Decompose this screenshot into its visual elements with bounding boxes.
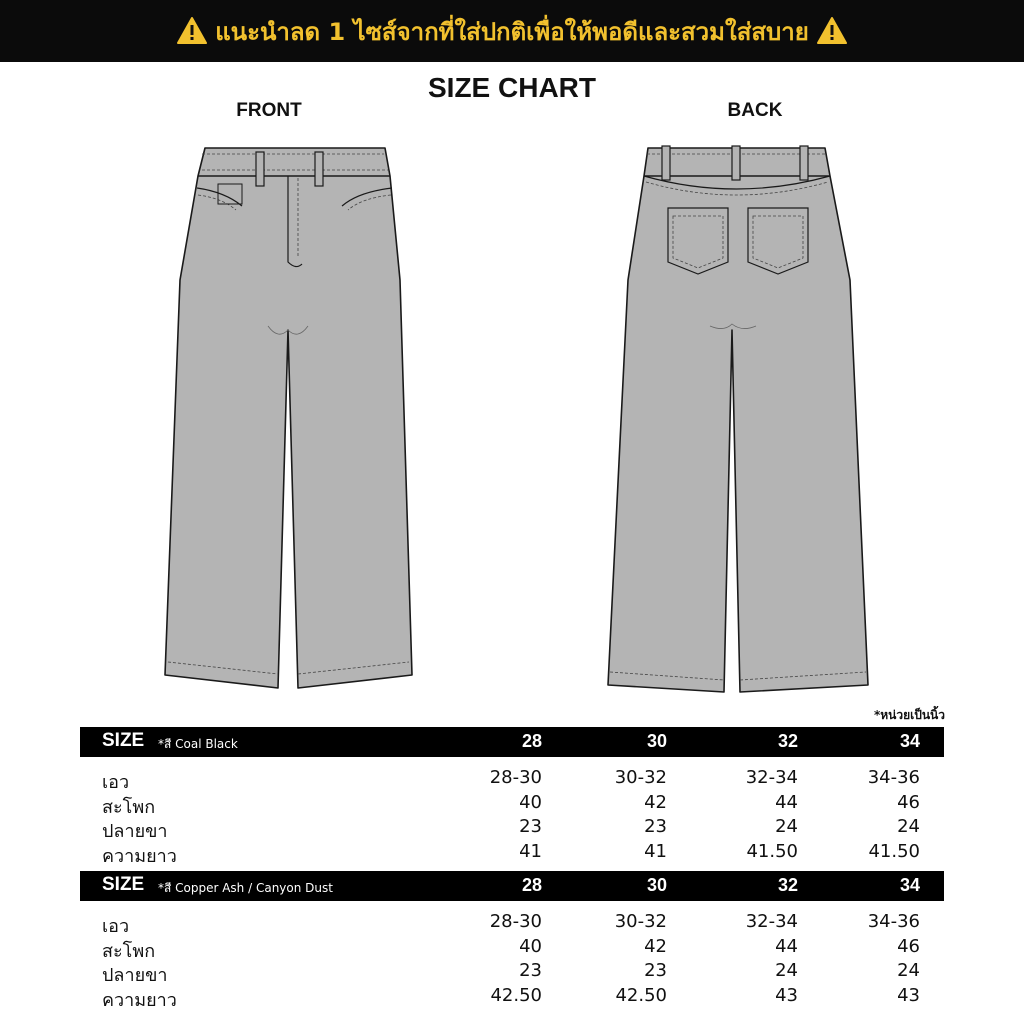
table-cell: 24 (775, 816, 798, 837)
table-cell: 40 (519, 791, 542, 813)
size-col-header: 28 (521, 875, 542, 895)
size-label: SIZE (102, 730, 145, 751)
table-cell: 23 (644, 816, 667, 837)
table-cell: 46 (897, 791, 920, 813)
size-col-header: 34 (899, 875, 920, 895)
table-row (80, 936, 944, 961)
table-cell: 43 (897, 984, 920, 1006)
table-cell: 30-32 (614, 911, 667, 932)
row-label: ปลายขา (102, 821, 168, 842)
size-label: SIZE (102, 874, 145, 895)
table-cell: 30-32 (614, 767, 667, 788)
table-cell: 23 (519, 960, 542, 981)
back-pants-illustration (600, 140, 880, 700)
table-cell: 32-34 (745, 911, 798, 932)
table-cell: 41 (519, 840, 542, 862)
table-header (80, 871, 944, 901)
row-label: เอว (102, 772, 130, 793)
back-label: BACK (727, 100, 783, 121)
table-row (80, 960, 944, 985)
table-cell: 24 (897, 816, 920, 837)
table-row (80, 767, 944, 792)
table-cell: 42.50 (615, 984, 667, 1006)
warning-icon (817, 16, 847, 46)
unit-note: *หน่วยเป็นนิ้ว (873, 708, 945, 722)
table-header (80, 727, 944, 757)
table-cell: 42 (644, 791, 667, 813)
warning-banner (0, 0, 1024, 62)
size-col-header: 30 (646, 875, 667, 895)
row-label: สะโพก (102, 940, 156, 962)
table-cell: 43 (775, 984, 798, 1006)
table-cell: 28-30 (489, 911, 542, 932)
size-table-copper-ash (80, 871, 944, 1009)
size-col-header: 28 (521, 731, 542, 751)
table-cell: 41 (644, 840, 667, 862)
table-cell: 41.50 (746, 840, 798, 862)
page-title: SIZE CHART (428, 72, 596, 103)
size-col-header: 34 (899, 731, 920, 751)
banner-text: แนะนำลด 1 ไซส์จากที่ใส่ปกติเพื่อให้พอดีและสวมใส่สบาย (215, 17, 809, 46)
table-cell: 32-34 (745, 767, 798, 788)
row-label: เอว (102, 916, 130, 937)
table-cell: 24 (897, 960, 920, 981)
table-row (80, 911, 944, 936)
table-row (80, 792, 944, 817)
table-cell: 24 (775, 960, 798, 981)
front-label: FRONT (236, 100, 302, 121)
table-cell: 23 (519, 816, 542, 837)
table-cell: 34-36 (867, 911, 920, 932)
row-label: ความยาว (102, 845, 177, 867)
front-pants-illustration (150, 140, 430, 700)
table-cell: 44 (775, 935, 798, 957)
color-note: *สี Copper Ash / Canyon Dust (158, 881, 333, 895)
table-cell: 40 (519, 935, 542, 957)
table-cell: 42.50 (490, 984, 542, 1006)
warning-icon (177, 16, 207, 46)
size-table-coal-black (80, 727, 944, 865)
table-row (80, 816, 944, 841)
row-label: สะโพก (102, 796, 156, 818)
table-cell: 34-36 (867, 767, 920, 788)
size-col-header: 32 (777, 731, 798, 751)
size-col-header: 32 (777, 875, 798, 895)
color-note: *สี Coal Black (158, 737, 238, 751)
size-col-header: 30 (646, 731, 667, 751)
table-cell: 41.50 (868, 840, 920, 862)
table-row (80, 985, 944, 1010)
row-label: ความยาว (102, 989, 177, 1011)
table-cell: 42 (644, 935, 667, 957)
table-cell: 28-30 (489, 767, 542, 788)
row-label: ปลายขา (102, 965, 168, 986)
table-cell: 46 (897, 935, 920, 957)
table-row (80, 841, 944, 866)
table-cell: 23 (644, 960, 667, 981)
table-cell: 44 (775, 791, 798, 813)
